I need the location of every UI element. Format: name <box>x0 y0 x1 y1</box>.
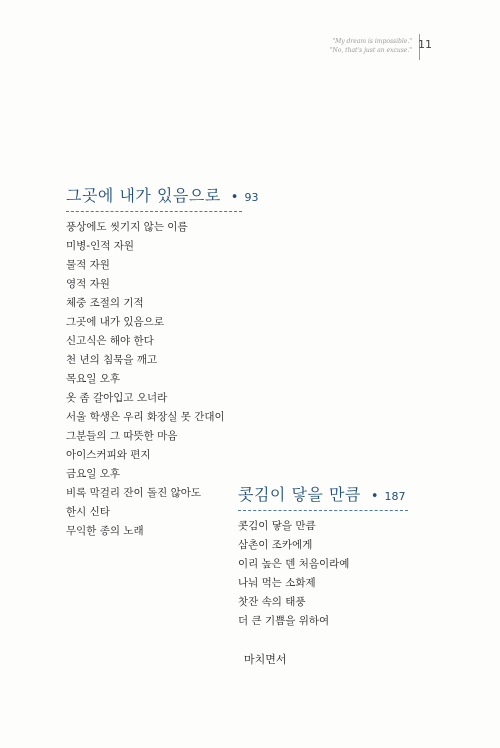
header-quote <box>330 37 412 55</box>
toc-entry: 신고식은 해야 한다 <box>66 335 154 347</box>
toc-entry: 목요일 오후 <box>66 373 121 385</box>
closing-title: 마치면서 <box>244 653 287 666</box>
toc-section-2 <box>238 482 408 631</box>
toc-entry: 이리 높은 덴 처음이라예 <box>238 558 350 570</box>
header-quote-line-1: "My dream is impossible." <box>332 38 412 45</box>
toc-entry: 체중 조절의 기적 <box>66 297 144 309</box>
toc-entry: 더 큰 기쁨을 위하여 <box>238 615 330 627</box>
header-quote-line-2: "No, that's just an excuse." <box>329 47 412 54</box>
toc-entry: 그곳에 내가 있음으로 <box>66 316 164 328</box>
page-number: 11 <box>418 38 432 51</box>
toc-entry: 한시 신타 <box>66 506 110 518</box>
toc-entry: 찻잔 속의 태풍 <box>238 596 306 608</box>
toc-entry: 풍상에도 씻기지 않는 이름 <box>66 221 188 233</box>
section-1-page: 93 <box>244 191 259 204</box>
section-1-title: 그곳에 내가 있음으로 <box>66 186 221 205</box>
toc-entry: 콧김이 닿을 만큼 <box>238 520 316 532</box>
toc-entry: 나눠 먹는 소화제 <box>238 577 316 589</box>
section-1-entries <box>66 218 242 541</box>
toc-entry: 미병-인적 자원 <box>66 240 134 252</box>
section-2-heading <box>238 482 408 511</box>
toc-entry: 옷 좀 갈아입고 오너라 <box>66 392 168 404</box>
toc-entry: 천 년의 침묵을 깨고 <box>66 354 158 366</box>
toc-entry: 물적 자원 <box>66 259 110 271</box>
toc-entry: 무익한 종의 노래 <box>66 525 144 537</box>
toc-entry: 그분들의 그 따뜻한 마음 <box>66 430 178 442</box>
toc-entry: 아이스커피와 편지 <box>66 449 151 461</box>
section-2-entries <box>238 517 408 631</box>
toc-section-1 <box>66 183 259 541</box>
running-header <box>282 34 432 62</box>
section-2-title: 콧김이 닿을 만큼 <box>238 485 361 504</box>
section-1-heading <box>66 183 259 212</box>
toc-entry: 비록 막걸리 잔이 돌진 않아도 <box>66 487 202 499</box>
toc-entry: 삼촌이 조카에게 <box>238 539 313 551</box>
section-2-page: 187 <box>384 490 406 503</box>
bullet-dot: • <box>370 489 379 504</box>
toc-entry: 서울 학생은 우리 화장실 못 간대이 <box>66 411 225 423</box>
toc-entry: 영적 자원 <box>66 278 110 290</box>
bullet-dot: • <box>230 190 239 205</box>
toc-entry: 금요일 오후 <box>66 468 121 480</box>
